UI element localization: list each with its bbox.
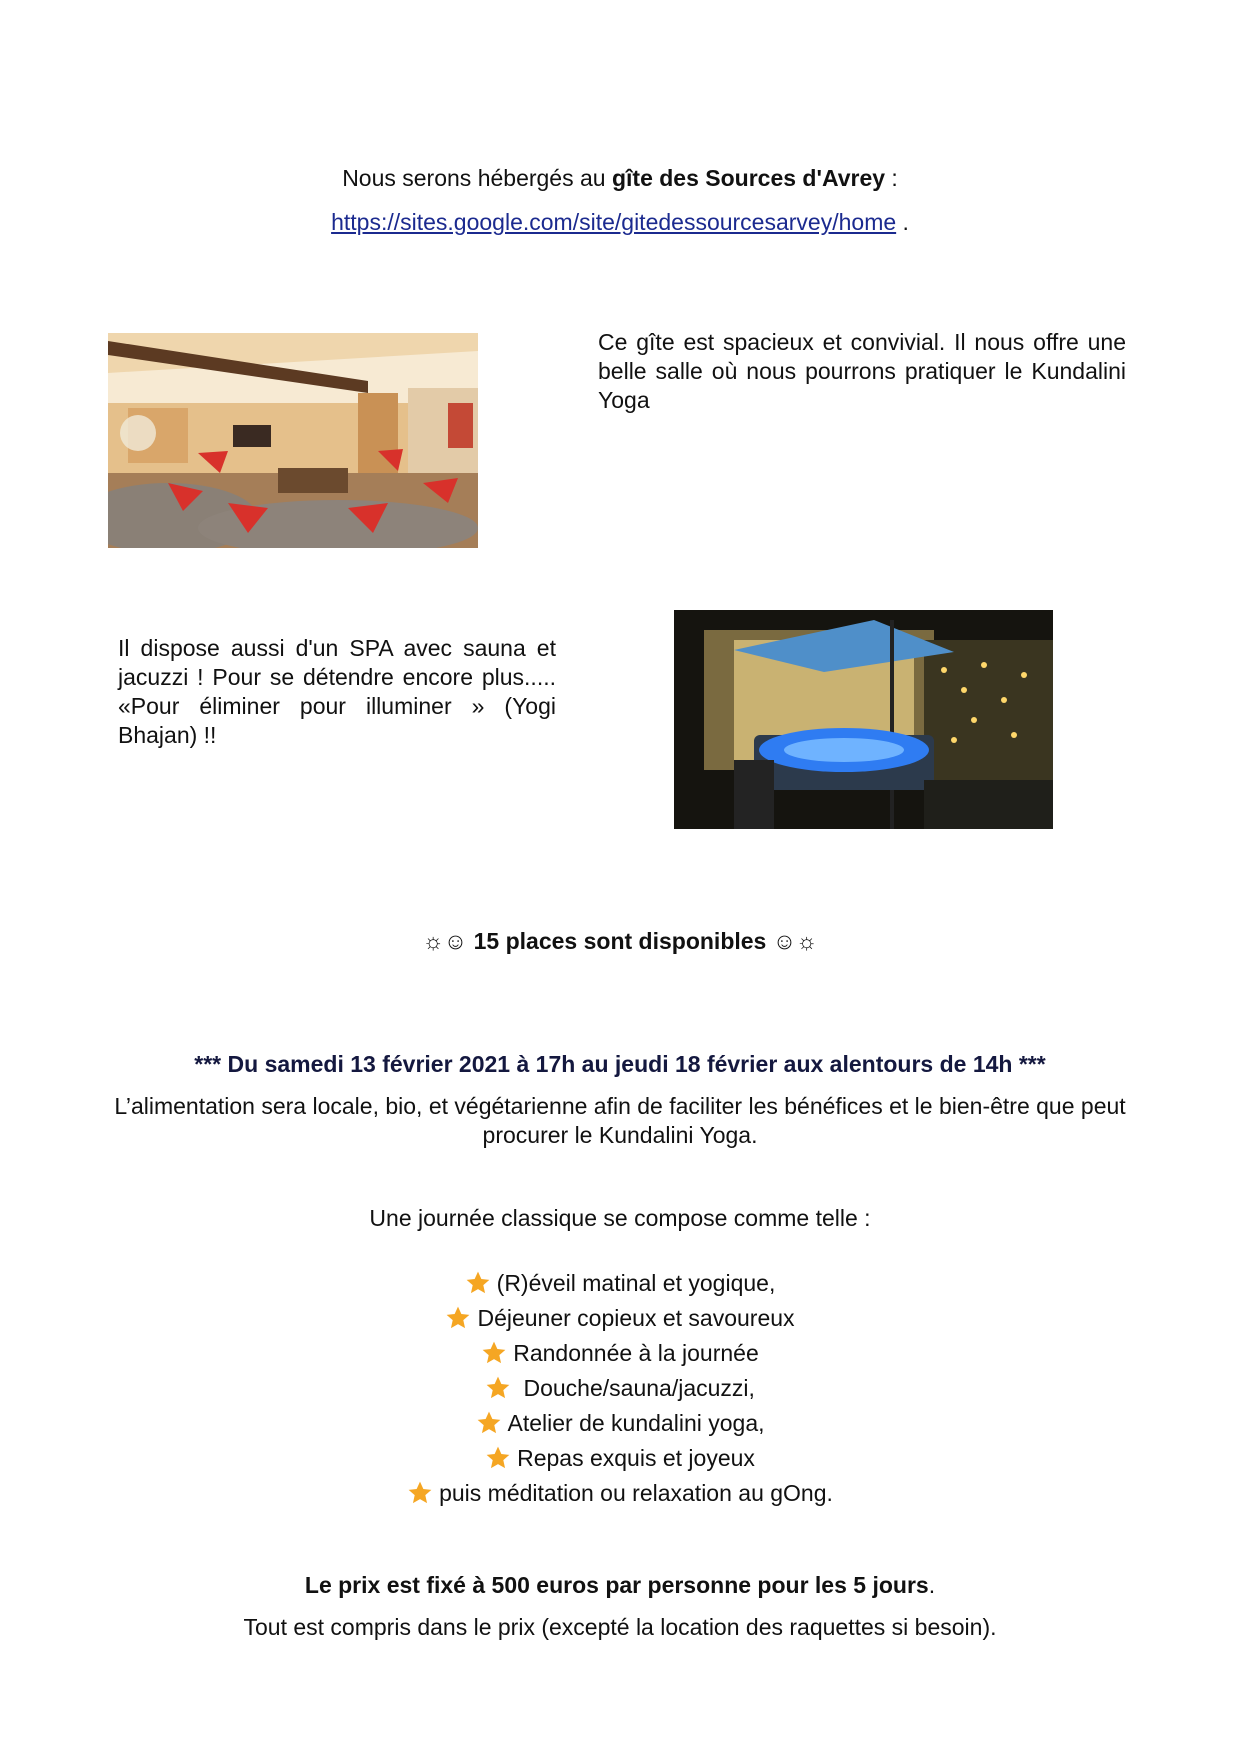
schedule-item-text: Atelier de kundalini yoga, (507, 1410, 765, 1436)
venue-description: Ce gîte est spacieux et convivial. Il nous offre une belle salle où nous pourrons pratiquer le Kundalini Yoga (598, 329, 1126, 413)
schedule-item-text: (R)éveil matinal et yogique, (496, 1270, 776, 1296)
star-icon (485, 1375, 511, 1401)
price-text: Le prix est fixé à 500 euros par personne pour les 5 jours (304, 1572, 929, 1598)
living-room-photo (108, 333, 478, 548)
jacuzzi-photo (674, 610, 1053, 829)
included-note: Tout est compris dans le prix (excepté la location des raquettes si besoin). (243, 1614, 997, 1640)
schedule-item-text: puis méditation ou relaxation au gOng. (439, 1480, 833, 1506)
schedule-item (0, 1441, 1240, 1476)
retreat-dates: *** Du samedi 13 février 2021 à 17h au jeudi 18 février aux alentours de 14h *** (194, 1051, 1046, 1077)
schedule-item (0, 1406, 1240, 1441)
venue-link-line (0, 208, 1240, 237)
intro-text: Nous serons hébergés au (342, 165, 612, 191)
star-icon (476, 1410, 502, 1436)
spa-description: Il dispose aussi d'un SPA avec sauna et jacuzzi ! Pour se détendre encore plus..... «Pour éliminer pour illuminer » (Yogi Bhajan) !! (118, 635, 556, 748)
intro-line (0, 164, 1240, 193)
schedule-item-text: Douche/sauna/jacuzzi, (517, 1375, 755, 1401)
places-available: 15 places sont disponibles (473, 928, 767, 954)
price-period: . (928, 1572, 936, 1598)
price-line (0, 1571, 1240, 1600)
schedule-item (0, 1476, 1240, 1511)
schedule-item-text: Repas exquis et joyeux (517, 1445, 755, 1471)
schedule-item (0, 1301, 1240, 1336)
places-prefix: ☼☺ (422, 928, 474, 954)
food-description: L’alimentation sera locale, bio, et végétarienne afin de faciliter les bénéfices et le bien-être que peut procurer le Kundalini Yoga. (114, 1093, 1126, 1148)
star-icon (465, 1270, 491, 1296)
venue-link[interactable]: https://sites.google.com/site/gitedessourcesarvey/home (331, 209, 897, 235)
venue-name: gîte des Sources d'Avrey (611, 165, 886, 191)
places-suffix: ☺☼ (766, 928, 818, 954)
daily-schedule (0, 1266, 1240, 1511)
star-icon (407, 1480, 433, 1506)
star-icon (485, 1445, 511, 1471)
schedule-item (0, 1371, 1240, 1406)
schedule-item (0, 1336, 1240, 1371)
star-icon (481, 1340, 507, 1366)
schedule-item-text: Randonnée à la journée (513, 1340, 759, 1366)
places-line (0, 927, 1240, 956)
schedule-item-text: Déjeuner copieux et savoureux (477, 1305, 795, 1331)
schedule-item (0, 1266, 1240, 1301)
star-icon (445, 1305, 471, 1331)
day-title: Une journée classique se compose comme telle : (369, 1205, 871, 1231)
intro-colon: : (885, 165, 898, 191)
link-suffix: . (896, 209, 909, 235)
